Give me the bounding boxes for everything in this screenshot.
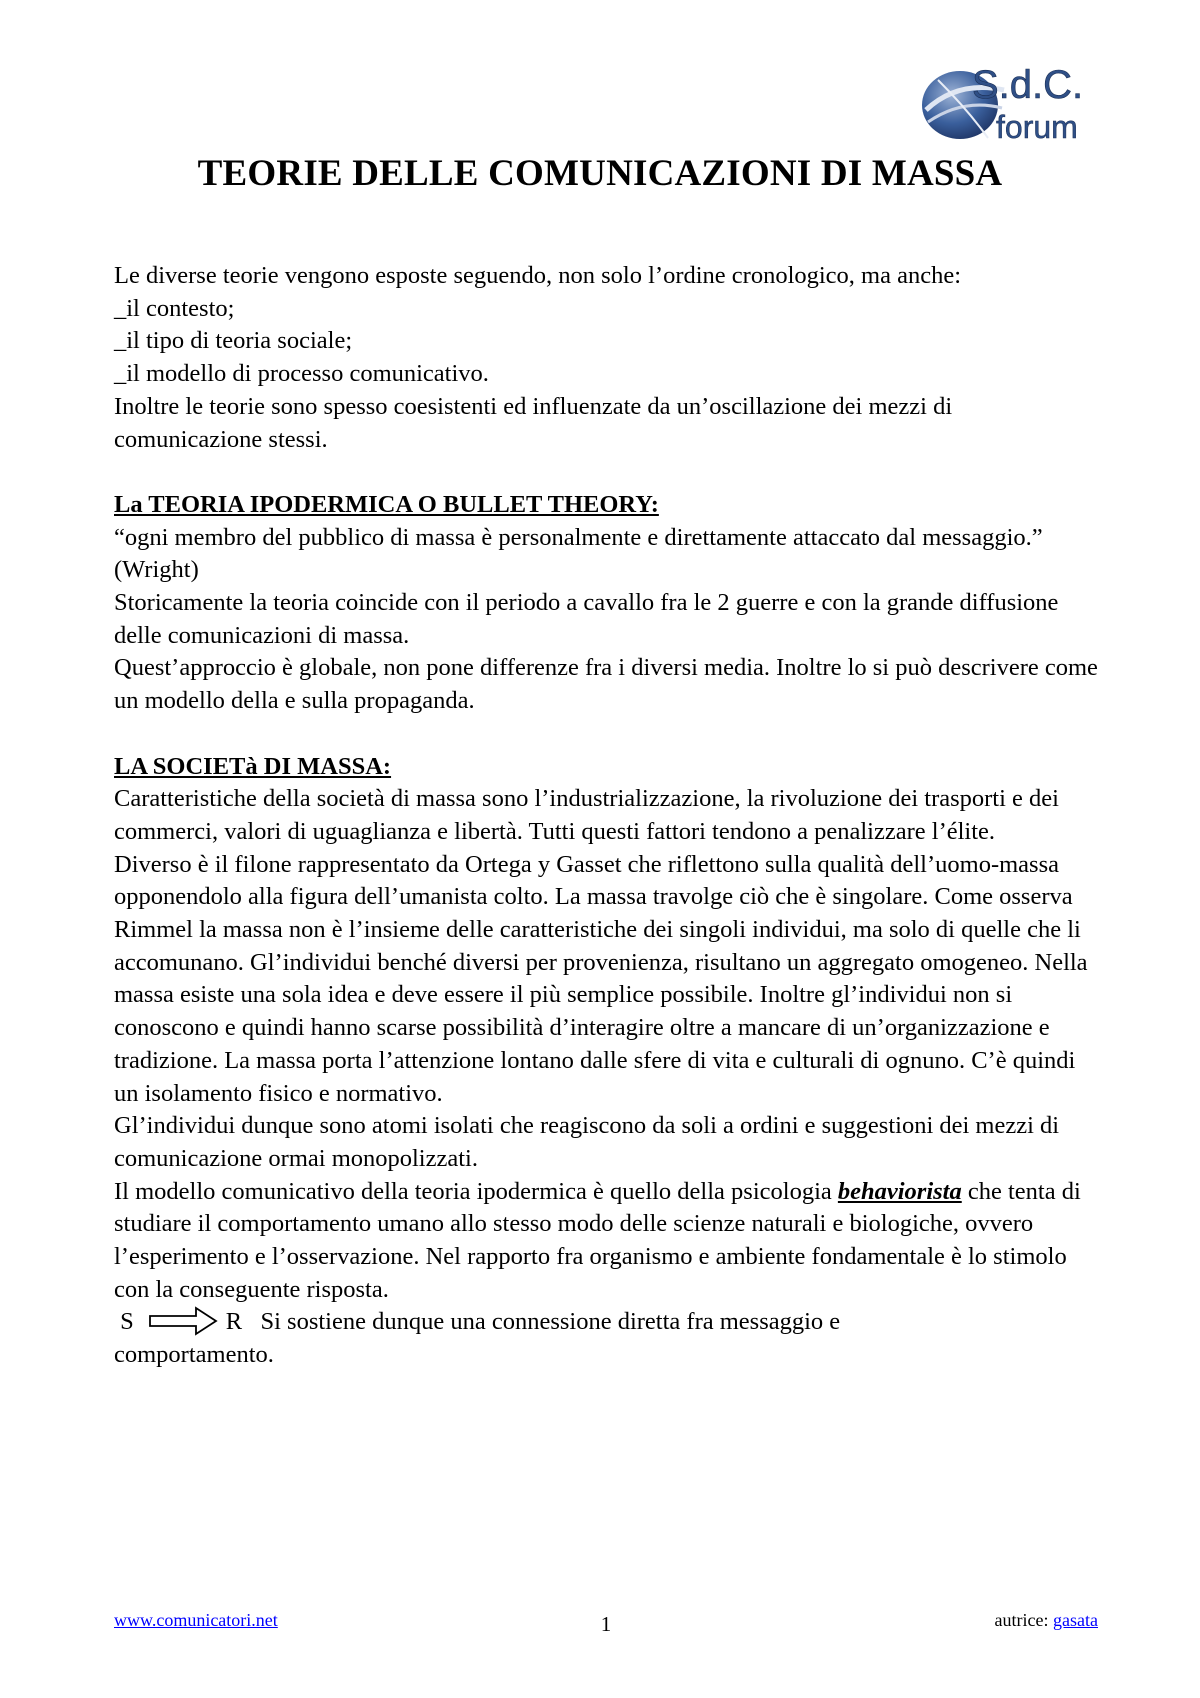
footer-site-link[interactable]: www.comunicatori.net <box>114 1610 278 1630</box>
logo-text-top: S.d.C. <box>972 63 1084 107</box>
behaviorista-term: behaviorista <box>837 1177 962 1205</box>
response-label: R <box>225 1308 243 1336</box>
sr-text-continued: comportamento. <box>114 1341 274 1369</box>
logo-text-bottom: forum <box>996 109 1078 145</box>
footer-author <box>995 1610 1098 1631</box>
author-link[interactable]: gasata <box>1053 1610 1098 1630</box>
globe-logo-icon <box>918 50 1093 148</box>
section-paragraph: Storicamente la teoria coincide con il periodo a cavallo fra le 2 guerre e con la grande diffusione delle comunicazioni di massa. <box>114 589 1059 649</box>
section-heading-mass-society: LA SOCIETà DI MASSA: <box>114 752 392 780</box>
page-number: 1 <box>600 1612 612 1636</box>
stimulus-response-row <box>114 1306 1098 1339</box>
intro-list-item: _il contesto; <box>114 294 235 322</box>
sdc-forum-logo <box>918 50 1093 148</box>
section-paragraph: Caratteristiche della società di massa sono l’industrializzazione, la rivoluzione dei trasporti e dei commerci, valori di uguaglianza e libertà. Tutti questi fattori tendono a penalizzare l’élite. <box>114 785 1059 845</box>
intro-paragraph: Le diverse teorie vengono esposte seguendo, non solo l’ordine cronologico, ma anche: <box>114 262 962 289</box>
model-text-post: che tenta di studiare il comportamento umano allo stesso modo delle scienze naturali e biologiche, ovvero l’esperimento e l’osservazione. Nel rapporto fra organismo e ambiente fondamentale è lo stimolo con la conseguente risposta. <box>114 1177 1081 1303</box>
section-paragraph <box>114 1176 1098 1307</box>
section-paragraph: Diverso è il filone rappresentato da Ortega y Gasset che riflettono sulla qualità dell’uomo-massa opponendolo alla figura dell’umanista colto. La massa travolge ciò che è singolare. Come osserva Rimmel la massa non è l’insieme delle caratteristiche dei singoli individui, ma solo di quelle che li accomunano. Gl’individui benché diversi per provenienza, risultano un aggregato omogeneo. Nella massa esiste una sola idea e deve essere il più semplice possibile. Inoltre gl’individui non si conoscono e quindi hanno scarse possibilità d’interagire oltre a mancare di un’organizzazione e tradizione. La massa porta l’attenzione lontano dalle sfere di vita e culturali di ognuno. C’è quindi un isolamento fisico e normativo. <box>114 850 1088 1107</box>
stimulus-label: S <box>120 1308 134 1336</box>
right-arrow-icon <box>148 1306 218 1336</box>
document-body <box>114 260 1098 1372</box>
document-title: TEORIE DELLE COMUNICAZIONI DI MASSA <box>197 153 1003 194</box>
section-paragraph: Quest’approccio è globale, non pone differenze fra i diversi media. Inoltre lo si può descrivere come un modello della e sulla propaganda. <box>114 654 1098 715</box>
section-paragraph: “ogni membro del pubblico di massa è personalmente e direttamente attaccato dal messaggio.” (Wright) <box>114 523 1043 584</box>
intro-paragraph: Inoltre le teorie sono spesso coesistenti ed influenzate da un’oscillazione dei mezzi di comunicazione stessi. <box>114 392 953 453</box>
section-heading-bullet-theory: La TEORIA IPODERMICA O BULLET THEORY: <box>114 490 659 518</box>
section-paragraph: Gl’individui dunque sono atomi isolati che reagiscono da soli a ordini e suggestioni dei mezzi di comunicazione ormai monopolizzati. <box>114 1112 1060 1172</box>
intro-list-item: _il modello di processo comunicativo. <box>114 360 489 388</box>
model-text-pre: Il modello comunicativo della teoria ipodermica è quello della psicologia <box>114 1177 832 1205</box>
author-label: autrice: <box>994 1610 1049 1630</box>
sr-text: Si sostiene dunque una connessione diretta fra messaggio e <box>260 1308 841 1336</box>
intro-list-item: _il tipo di teoria sociale; <box>114 327 353 355</box>
